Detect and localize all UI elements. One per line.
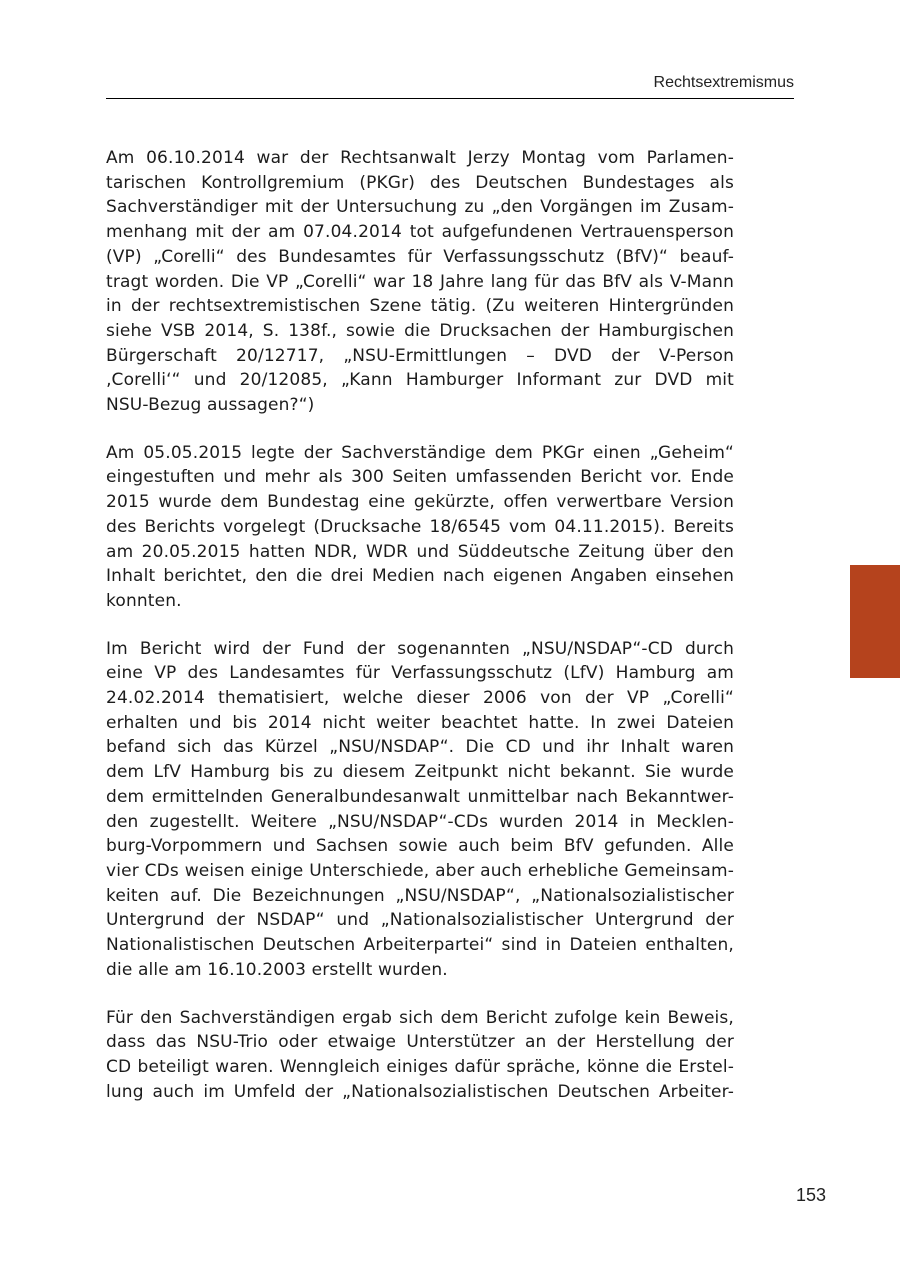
paragraph-2 bbox=[106, 441, 734, 614]
text-line: in der rechtsextremistischen Szene tätig. (Zu weiteren Hintergründen bbox=[106, 296, 734, 317]
header-rule bbox=[106, 98, 794, 99]
text-line: tarischen Kontrollgremium (PKGr) des Deutschen Bundestages als bbox=[106, 172, 734, 193]
text-line: CD beteiligt waren. Wenngleich einiges dafür spräche, könne die Erstel- bbox=[106, 1056, 734, 1077]
text-line: keiten auf. Die Bezeichnungen „NSU/NSDAP“, „Nationalsozialistischer bbox=[106, 885, 734, 906]
paragraph-4 bbox=[106, 1006, 734, 1105]
text-line: dass das NSU-Trio oder etwaige Unterstützer an der Herstellung der bbox=[106, 1032, 734, 1053]
body-text bbox=[106, 146, 734, 1127]
text-line: die alle am 16.10.2003 erstellt wurden. bbox=[106, 959, 448, 980]
text-line: des Berichts vorgelegt (Drucksache 18/6545 vom 04.11.2015). Bereits bbox=[106, 516, 734, 537]
text-line: Am 05.05.2015 legte der Sachverständige dem PKGr einen „Geheim“ bbox=[106, 442, 734, 463]
text-line: eingestuften und mehr als 300 Seiten umfassenden Bericht vor. Ende bbox=[106, 467, 734, 488]
text-line: lung auch im Umfeld der „Nationalsozialistischen Deutschen Arbeiter- bbox=[106, 1081, 734, 1102]
text-line: den zugestellt. Weitere „NSU/NSDAP“-CDs wurden 2014 in Mecklen- bbox=[106, 811, 734, 832]
text-line: Inhalt berichtet, den die drei Medien nach eigenen Angaben einsehen bbox=[106, 566, 734, 587]
text-line: erhalten und bis 2014 nicht weiter beachtet hatte. In zwei Dateien bbox=[106, 712, 734, 733]
text-line: Bürgerschaft 20/12717, „NSU-Ermittlungen – DVD der V-Person bbox=[106, 345, 734, 366]
text-line: 2015 wurde dem Bundestag eine gekürzte, offen verwertbare Version bbox=[106, 492, 734, 513]
text-line: eine VP des Landesamtes für Verfassungsschutz (LfV) Hamburg am bbox=[106, 663, 734, 684]
text-line: am 20.05.2015 hatten NDR, WDR und Süddeutsche Zeitung über den bbox=[106, 541, 734, 562]
text-line: NSU-Bezug aussagen?“) bbox=[106, 395, 315, 416]
text-line: Sachverständiger mit der Untersuchung zu „den Vorgängen im Zusam- bbox=[106, 197, 734, 218]
page-number: 153 bbox=[795, 1185, 826, 1205]
text-line: Nationalistischen Deutschen Arbeiterpartei“ sind in Dateien enthalten, bbox=[106, 935, 734, 956]
text-line: menhang mit der am 07.04.2014 tot aufgefundenen Vertrauensperson bbox=[106, 222, 734, 243]
text-line: Untergrund der NSDAP“ und „Nationalsozialistischer Untergrund der bbox=[106, 910, 734, 931]
text-line: Im Bericht wird der Fund der sogenannten „NSU/NSDAP“-CD durch bbox=[106, 638, 734, 659]
text-line: (VP) „Corelli“ des Bundesamtes für Verfassungsschutz (BfV)“ beauf- bbox=[106, 246, 734, 267]
text-line: dem LfV Hamburg bis zu diesem Zeitpunkt nicht bekannt. Sie wurde bbox=[106, 762, 734, 783]
text-line: 24.02.2014 thematisiert, welche dieser 2006 von der VP „Corelli“ bbox=[106, 688, 734, 709]
text-line: Am 06.10.2014 war der Rechtsanwalt Jerzy Montag vom Parlamen- bbox=[106, 148, 734, 168]
paragraph-1 bbox=[106, 146, 734, 418]
text-line: burg-Vorpommern und Sachsen sowie auch beim BfV gefunden. Alle bbox=[106, 836, 734, 857]
text-line: Für den Sachverständigen ergab sich dem Bericht zufolge kein Beweis, bbox=[106, 1007, 734, 1028]
text-line: tragt worden. Die VP „Corelli“ war 18 Jahre lang für das BfV als V-Mann bbox=[106, 271, 734, 292]
text-line: ‚Corelli‘“ und 20/12085, „Kann Hamburger Informant zur DVD mit bbox=[106, 370, 734, 391]
text-line: vier CDs weisen einige Unterschiede, aber auch erhebliche Gemeinsam- bbox=[106, 860, 734, 881]
text-line: befand sich das Kürzel „NSU/NSDAP“. Die CD und ihr Inhalt waren bbox=[106, 737, 734, 758]
text-line: konnten. bbox=[106, 590, 182, 611]
text-line: siehe VSB 2014, S. 138f., sowie die Drucksachen der Hamburgischen bbox=[106, 320, 734, 341]
paragraph-3 bbox=[106, 637, 734, 983]
text-line: dem ermittelnden Generalbundesanwalt unmittelbar nach Bekanntwer- bbox=[106, 786, 734, 807]
chapter-thumb-tab bbox=[850, 565, 900, 678]
running-head: Rechtsextremismus bbox=[653, 74, 794, 91]
